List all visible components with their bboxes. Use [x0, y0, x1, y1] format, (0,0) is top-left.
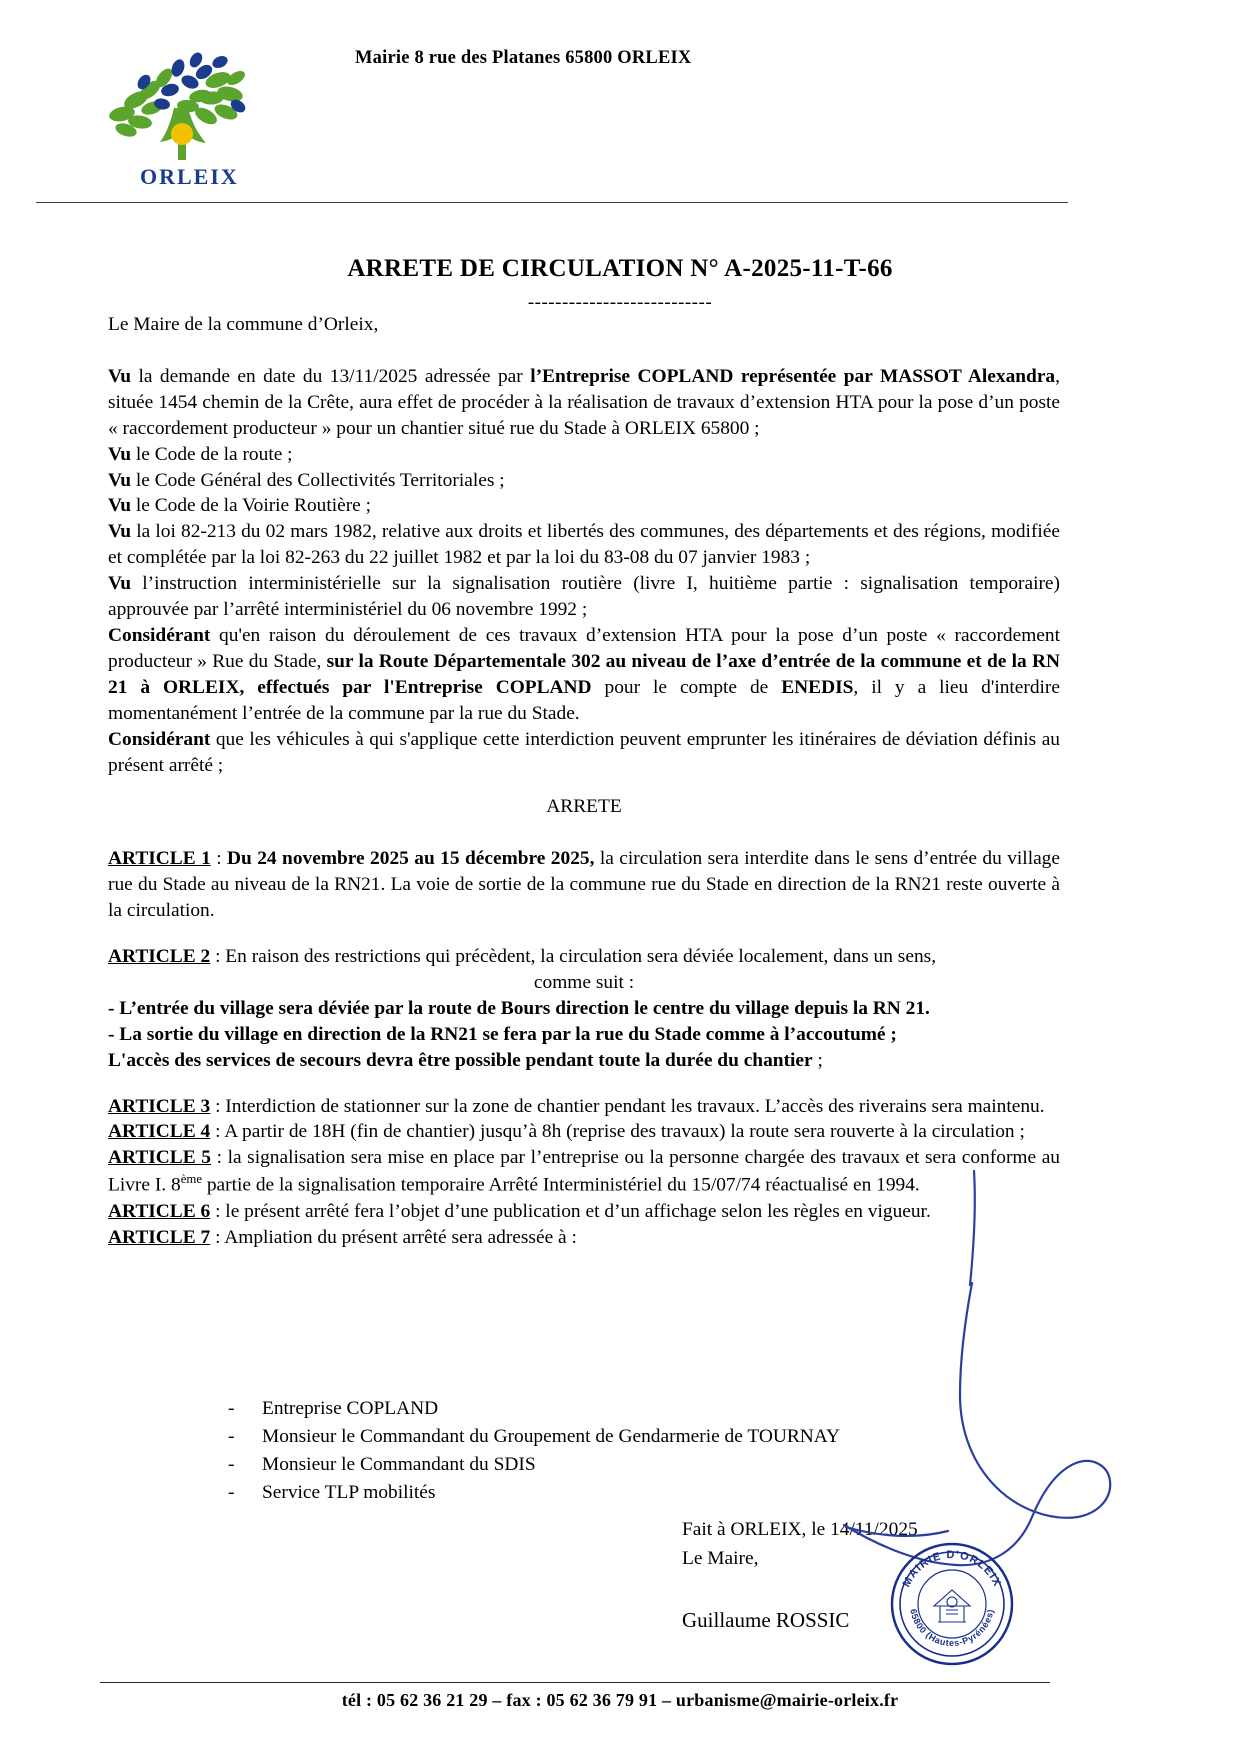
considerant-vu-1: [108, 364, 1060, 442]
considerant-label-2: Considérant: [108, 728, 211, 750]
article-1-sep: :: [210, 848, 228, 870]
vu-text-2: le Code de la route ;: [131, 443, 293, 465]
vu-bold-1: l’Entreprise COPLAND représentée par MASSOT Alexandra: [530, 365, 1056, 387]
article-5-label: ARTICLE 5: [108, 1147, 211, 1169]
article-4-text: : A partir de 18H (fin de chantier) jusqu’à 8h (reprise des travaux) la route sera rouverte à la circulation ;: [210, 1121, 1025, 1143]
signature-place-date: Fait à ORLEIX, le 14/11/2025: [682, 1519, 918, 1540]
bullet-dash: -: [228, 1398, 235, 1419]
official-stamp: [888, 1540, 1016, 1668]
recipient-label: Monsieur le Commandant du Groupement de Gendarmerie de TOURNAY: [262, 1426, 841, 1448]
article-1-label: ARTICLE 1: [108, 848, 211, 870]
vu-label-4: Vu: [108, 495, 132, 517]
vu-rest-1: , située 1454 chemin de la Crête, aura effet de procéder à la réalisation de travaux d’extension HTA pour la pose d’un poste « raccordement producteur » pour un chantier situé rue du Stade à ORLEIX 65800 ;: [108, 365, 1060, 439]
vu-text-1: la demande en date du 13/11/2025 adressée par: [131, 365, 531, 387]
article-1-text: la circulation sera interdite dans le sens d’entrée du village rue du Stade au niveau de la RN21. La voie de sortie de la commune rue du Stade en direction de la RN21 reste ouverte à la circulation.: [108, 848, 1060, 922]
title-dashes: ---------------------------: [527, 292, 713, 313]
article-2-item-3-bold: L'accès des services de secours devra être possible pendant toute la durée du chantier: [108, 1049, 813, 1071]
article-5-text-b: partie de la signalisation temporaire Arrêté Interministériel du 15/07/74 réactualisé en 1994.: [202, 1174, 920, 1196]
list-item: [228, 1479, 1028, 1507]
vu-label-2: Vu: [108, 443, 132, 465]
article-2-text: : En raison des restrictions qui précèdent, la circulation sera déviée localement, dans un sens,: [210, 946, 937, 968]
bullet-dash: -: [228, 1426, 235, 1448]
page-title: ARRETE DE CIRCULATION N° A-2025-11-T-66: [347, 255, 893, 282]
footer-contact: tél : 05 62 36 21 29 – fax : 05 62 36 79 91 – urbanisme@mairie-orleix.fr: [341, 1690, 899, 1710]
article-6-text: : le présent arrêté fera l’objet d’une publication et d’un affichage selon les règles en vigueur.: [210, 1200, 931, 1222]
vu-text-6: l’instruction interministérielle sur la signalisation routière (livre I, huitième partie : signalisation temporaire) approuvée par l’arrêté interministériel du 06 novembre 1992 ;: [108, 573, 1060, 621]
list-item: [228, 1451, 1028, 1479]
article-2-list: [108, 996, 1060, 1074]
article-2-item-1: - L’entrée du village sera déviée par la route de Bours direction le centre du village depuis la RN 21.: [108, 997, 930, 1019]
vu-text-4: le Code de la Voirie Routière ;: [131, 495, 372, 517]
spacer-1: [108, 924, 1060, 944]
logo-wordmark: ORLEIX: [140, 164, 239, 188]
considerant-text-1: qu'en raison du déroulement de ces travaux d’extension HTA pour la pose d’un poste « raccordement producteur » Rue du Stade,: [108, 624, 1060, 672]
article-2-label: ARTICLE 2: [108, 946, 211, 968]
vu-label-6: Vu: [108, 573, 132, 595]
recipient-label: Entreprise COPLAND: [262, 1398, 439, 1419]
article-4: [108, 1119, 1060, 1145]
considerant-vu-5: [108, 519, 1060, 571]
article-6-label: ARTICLE 6: [108, 1200, 211, 1222]
mayor-line: Le Maire de la commune d’Orleix,: [108, 314, 379, 335]
article-5-text-a: : la signalisation sera mise en place par l’entreprise ou la personne chargée des travaux et sera conforme au Livre I. 8: [108, 1147, 1060, 1196]
considerant-vu-6: [108, 571, 1060, 623]
article-2-item-3-end: ;: [812, 1049, 823, 1071]
list-item: [228, 1423, 1028, 1451]
recipient-label: Service TLP mobilités: [262, 1482, 436, 1504]
bullet-dash: -: [228, 1482, 235, 1504]
article-7: [108, 1225, 1060, 1251]
article-3-text: : Interdiction de stationner sur la zone de chantier pendant les travaux. L’accès des riverains sera maintenu.: [210, 1095, 1045, 1117]
list-item: [228, 1395, 1028, 1423]
considerant-vu-3: [108, 468, 1060, 494]
article-2-subtext: comme suit :: [533, 971, 635, 993]
article-2-item-2: - La sortie du village en direction de la RN21 se fera par la rue du Stade comme à l’accoutumé ;: [108, 1023, 897, 1045]
considerant-2: [108, 727, 1060, 779]
considerant-bold-1: sur la Route Départementale 302 au niveau de l’axe d’entrée de la commune et de la RN 21 à ORLEIX, effectués par l'Entreprise COPLAND: [108, 650, 1061, 698]
signature-name: Guillaume ROSSIC: [682, 1608, 850, 1633]
article-6: [108, 1199, 1060, 1225]
article-1: [108, 846, 1060, 924]
bullet-dash: -: [228, 1454, 235, 1476]
svg-text:65800 (Hautes-Pyrénées): 65800 (Hautes-Pyrénées): [908, 1608, 996, 1649]
considerant-rest-1: , il y a lieu d'interdire momentanément l’entrée de la commune par la rue du Stade.: [108, 676, 1060, 724]
recipient-label: Monsieur le Commandant du SDIS: [262, 1454, 536, 1476]
considerant-text-2: que les véhicules à qui s'applique cette interdiction peuvent emprunter les itinéraires de déviation définis au présent arrêté ;: [108, 728, 1060, 776]
considerant-label-1: Considérant: [108, 624, 211, 646]
article-3: [108, 1094, 1060, 1120]
vu-label-1: Vu: [108, 365, 132, 387]
considerant-mid-1: pour le compte de: [591, 676, 782, 698]
article-3-label: ARTICLE 3: [108, 1095, 211, 1117]
header-address: Mairie 8 rue des Platanes 65800 ORLEIX: [355, 48, 692, 68]
arrete-keyword: ARRETE: [546, 796, 622, 818]
article-2: [108, 944, 1060, 970]
article-7-label: ARTICLE 7: [108, 1226, 211, 1248]
article-1-bold: Du 24 novembre 2025 au 15 décembre 2025,: [227, 848, 595, 870]
footer-divider: [100, 1682, 1050, 1683]
considerant-1: [108, 623, 1060, 727]
vu-label-5: Vu: [108, 521, 132, 543]
signature-role: Le Maire,: [682, 1548, 759, 1570]
considerant-vu-4: [108, 493, 1060, 519]
article-4-label: ARTICLE 4: [108, 1121, 211, 1143]
vu-text-5: la loi 82-213 du 02 mars 1982, relative aux droits et libertés des communes, des départements et des régions, modifiée et complétée par la loi 82-263 du 22 juillet 1982 et par la loi du 83-08 du 07 janvier 1983 ;: [108, 521, 1060, 569]
svg-text:MAIRIE D'ORLEIX: MAIRIE D'ORLEIX: [900, 1548, 1004, 1590]
article-7-text: : Ampliation du présent arrêté sera adressée à :: [210, 1226, 577, 1248]
considerant-bold-2: ENEDIS: [781, 676, 854, 698]
considerant-vu-2: [108, 442, 1060, 468]
spacer-2: [108, 1074, 1060, 1094]
recipients-list: [228, 1395, 1028, 1508]
article-5: [108, 1145, 1060, 1198]
header-divider: [36, 202, 1068, 203]
document-body: [108, 312, 1060, 1250]
vu-label-3: Vu: [108, 469, 132, 491]
article-2-item-3: [108, 1048, 1060, 1074]
orleix-logo: [78, 38, 273, 188]
vu-text-3: le Code Général des Collectivités Territoriales ;: [131, 469, 505, 491]
document-header: [0, 28, 1240, 198]
article-5-superscript: ème: [180, 1172, 203, 1187]
